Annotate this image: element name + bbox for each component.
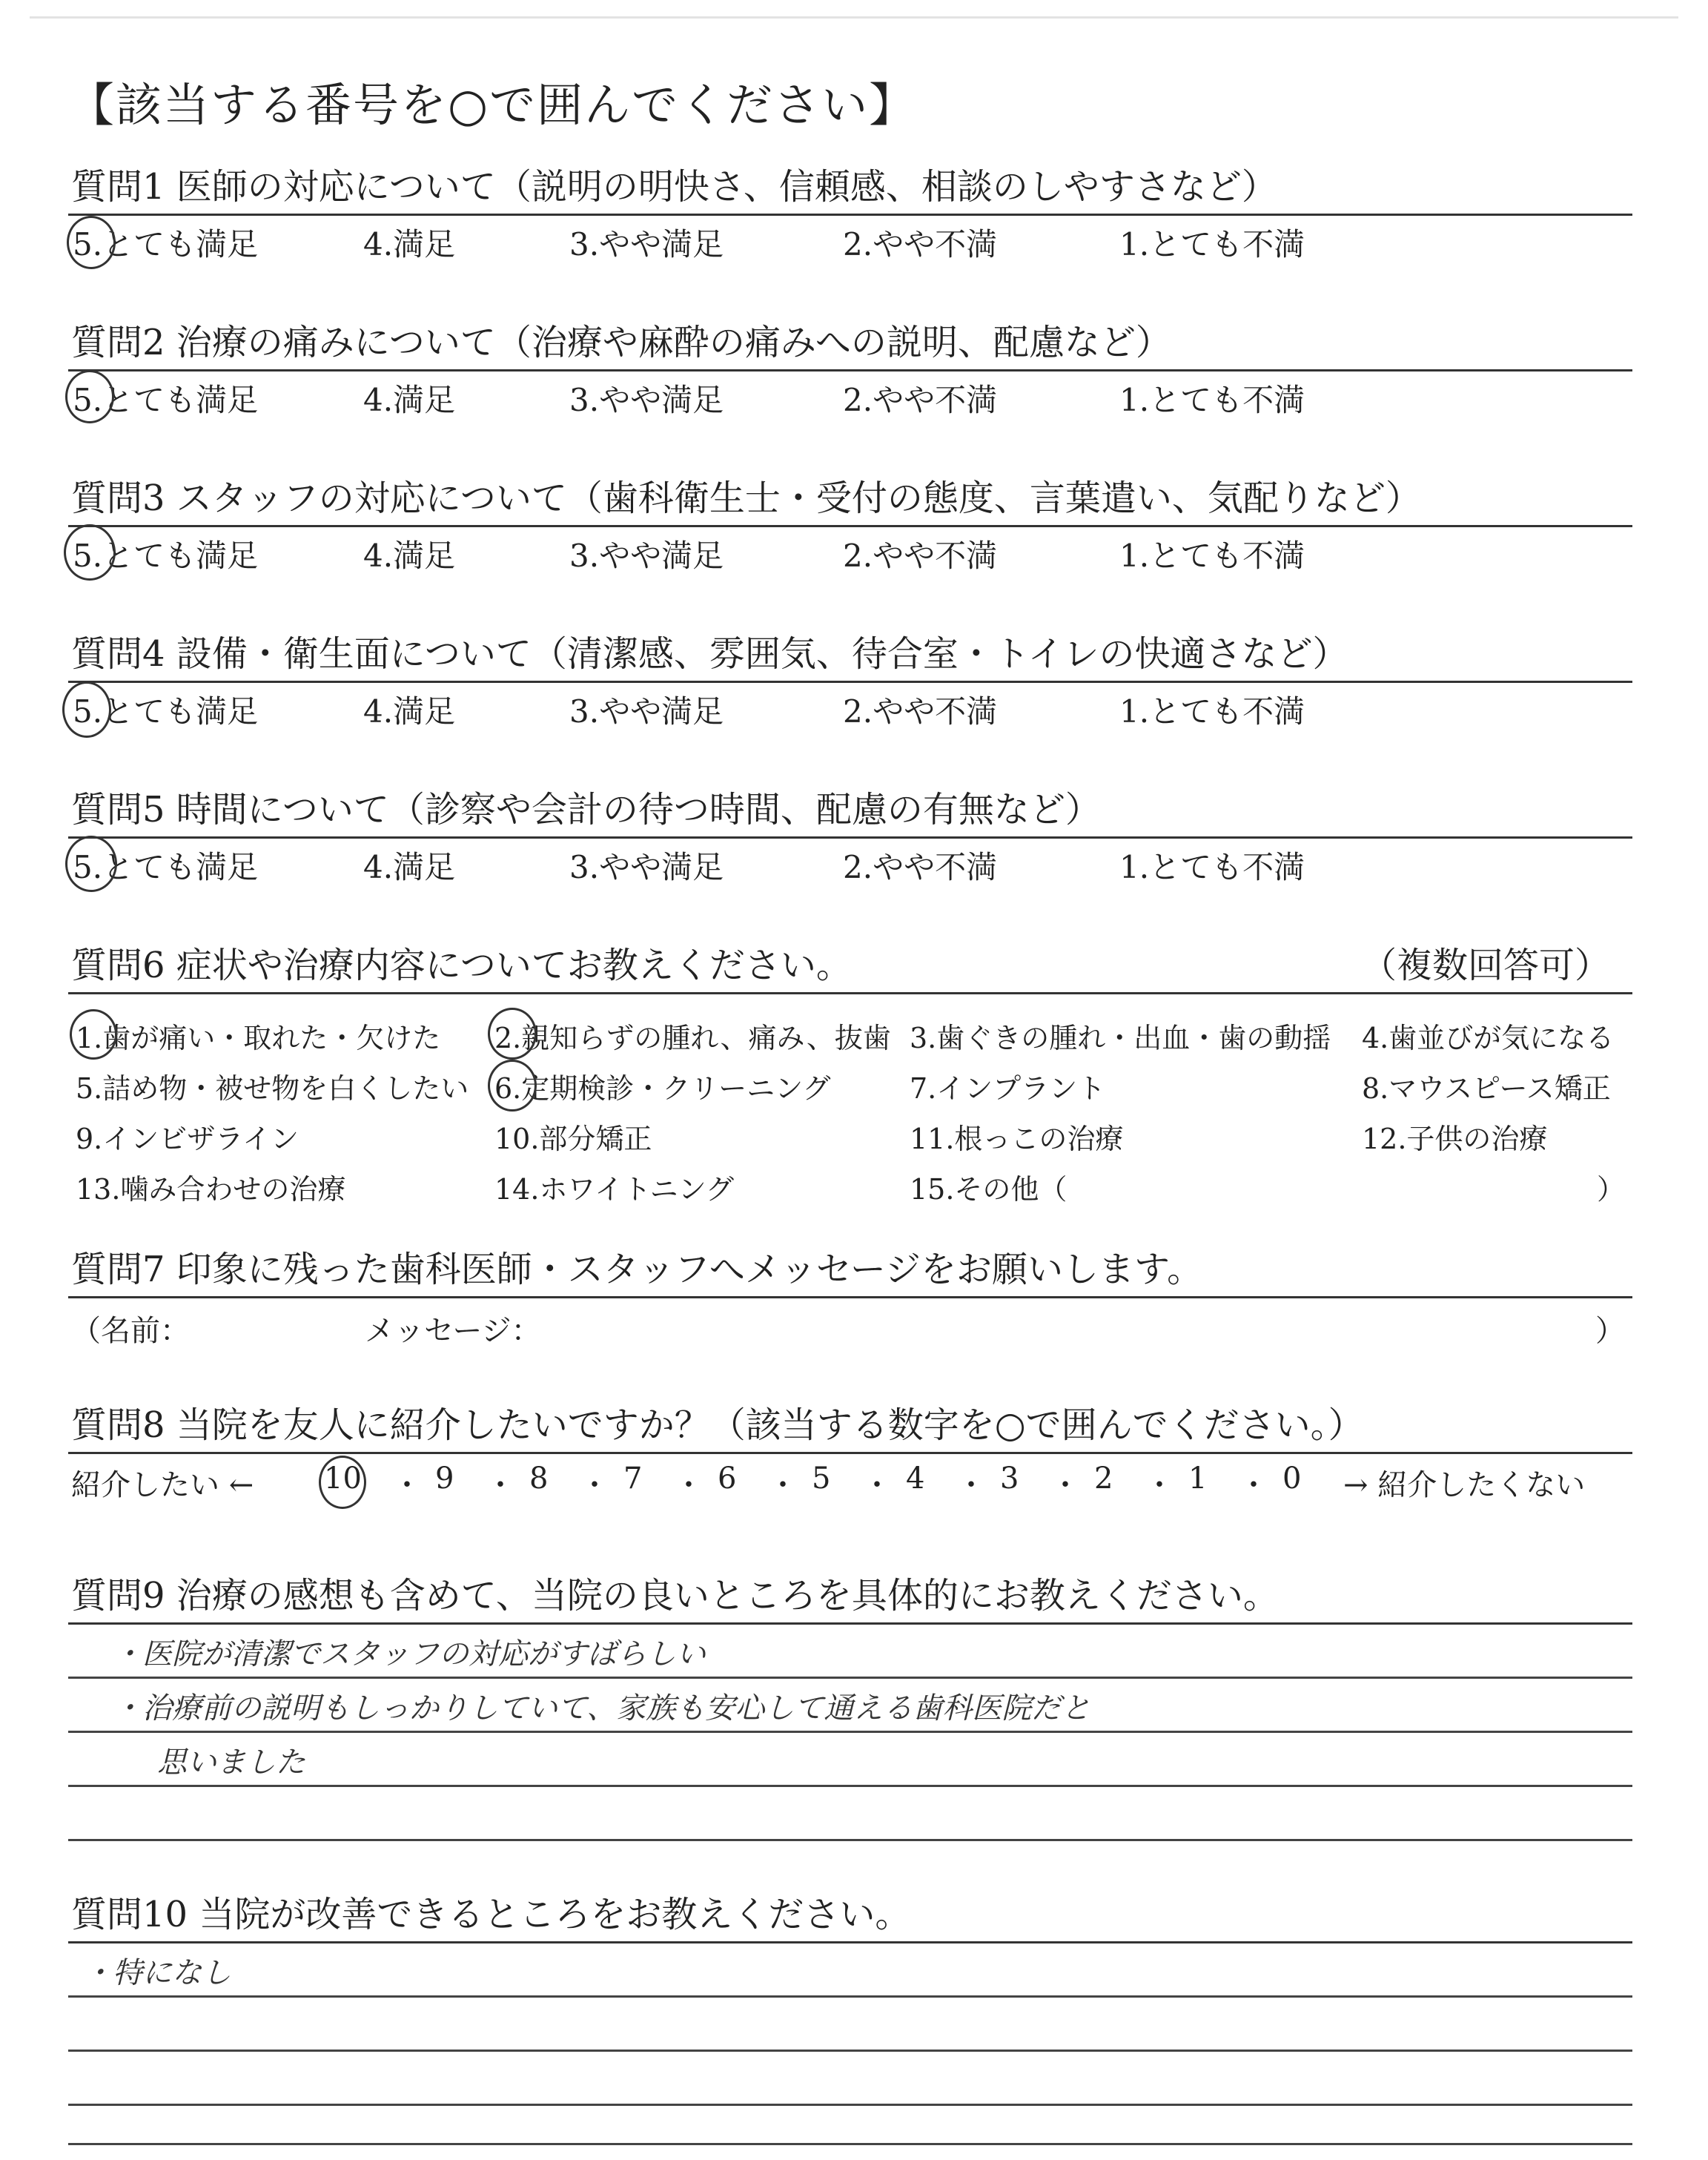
scale-dot: ・ [674, 1468, 704, 1502]
scale-9[interactable]: 9 [435, 1462, 454, 1496]
option-5[interactable]: 5.とても満足 [73, 849, 259, 885]
scale-8[interactable]: 8 [529, 1462, 549, 1496]
scale-3[interactable]: 3 [1000, 1462, 1019, 1496]
option-1[interactable]: 1.とても不満 [1119, 849, 1305, 885]
symptom-option-2[interactable]: 2.親知らずの腫れ、痛み、抜歯 [494, 1022, 891, 1054]
question-8 [68, 1403, 1632, 1506]
scale-4[interactable]: 4 [906, 1462, 925, 1496]
scale-left-label: 紹介したい ← [71, 1468, 254, 1502]
option-5[interactable]: 5.とても満足 [73, 538, 259, 574]
selection-circle [64, 524, 116, 581]
option-5[interactable]: 5.とても満足 [73, 693, 259, 730]
scale-right-label: → 紹介したくない [1343, 1468, 1586, 1502]
option-3[interactable]: 3.やや満足 [569, 849, 724, 885]
symptom-option-7[interactable]: 7.インプラント [910, 1072, 1106, 1105]
rating-options [68, 216, 1632, 269]
option-2[interactable]: 2.やや不満 [843, 849, 998, 885]
symptom-option-3[interactable]: 3.歯ぐきの腫れ・出血・歯の動揺 [910, 1022, 1331, 1054]
symptom-option-6[interactable]: 6.定期検診・クリーニング [494, 1072, 831, 1105]
question-4 [68, 632, 1632, 736]
question-9 [68, 1573, 1632, 1841]
scale-6[interactable]: 6 [718, 1462, 737, 1496]
answer-line [68, 2106, 1632, 2143]
question-title [68, 943, 1632, 988]
question-3 [68, 476, 1632, 581]
scale-2[interactable]: 2 [1094, 1462, 1113, 1496]
selection-circle [488, 1060, 537, 1112]
symptom-option-15[interactable]: 15.その他（ [910, 1173, 1068, 1206]
scale-dot: ・ [486, 1468, 515, 1502]
question-6-title: 質問6 症状や治療内容についてお教えください。 [71, 945, 852, 986]
option-5[interactable]: 5.とても満足 [73, 382, 259, 418]
handwritten-answer: ・治療前の説明もしっかりしていて、家族も安心して通える歯科医院だと [113, 1691, 1091, 1725]
rating-options [68, 683, 1632, 736]
question-title: 質問3 スタッフの対応について（歯科衛生士・受付の態度、言葉遣い、気配りなど） [71, 478, 1421, 519]
message-close-paren: ） [1595, 1314, 1625, 1348]
option-3[interactable]: 3.やや満足 [569, 226, 724, 262]
selection-circle [319, 1456, 366, 1509]
name-label: （名前： [71, 1314, 190, 1348]
symptom-options [68, 994, 1632, 1217]
answer-line [68, 1787, 1632, 1839]
scale-dot: ・ [392, 1468, 422, 1502]
answer-line [68, 1998, 1632, 2050]
question-10 [68, 1892, 1632, 2145]
option-1[interactable]: 1.とても不満 [1119, 382, 1305, 418]
answer-rule [68, 2143, 1632, 2145]
answer-line [68, 2052, 1632, 2104]
scale-dot: ・ [580, 1468, 609, 1502]
question-title: 質問5 時間について（診察や会計の待つ時間、配慮の有無など） [71, 789, 1101, 830]
question-title: 質問1 医師の対応について（説明の明快さ、信頼感、相談のしやすさなど） [71, 166, 1277, 208]
page-header: 【該当する番号を○で囲んでください】 [68, 78, 917, 132]
question-title: 質問9 治療の感想も含めて、当院の良いところを具体的にお教えください。 [71, 1575, 1279, 1616]
answer-line [68, 1679, 1632, 1731]
option-2[interactable]: 2.やや不満 [843, 382, 998, 418]
scale-7[interactable]: 7 [623, 1462, 643, 1496]
handwritten-answer: 思いました [157, 1745, 305, 1780]
selection-circle [70, 1009, 117, 1060]
option-3[interactable]: 3.やや満足 [569, 382, 724, 418]
symptom-option-11[interactable]: 11.根っこの治療 [910, 1123, 1124, 1155]
question-title: 質問8 当院を友人に紹介したいですか？（該当する数字を○で囲んでください。） [71, 1404, 1364, 1446]
scale-1[interactable]: 1 [1188, 1462, 1208, 1496]
option-4[interactable]: 4.満足 [363, 382, 456, 418]
option-4[interactable]: 4.満足 [363, 538, 456, 574]
option-5[interactable]: 5.とても満足 [73, 226, 259, 262]
selection-circle [488, 1008, 537, 1060]
rating-options [68, 839, 1632, 892]
option-2[interactable]: 2.やや不満 [843, 226, 998, 262]
question-2 [68, 320, 1632, 425]
scale-dot: ・ [862, 1468, 892, 1502]
top-edge-line [30, 16, 1678, 19]
other-close-paren: ） [1596, 1173, 1625, 1206]
handwritten-answer: ・特になし [83, 1956, 231, 1990]
symptom-option-10[interactable]: 10.部分矯正 [494, 1123, 652, 1155]
message-row [68, 1298, 1632, 1350]
option-4[interactable]: 4.満足 [363, 849, 456, 885]
question-5 [68, 787, 1632, 892]
option-4[interactable]: 4.満足 [363, 226, 456, 262]
option-1[interactable]: 1.とても不満 [1119, 538, 1305, 574]
scale-dot: ・ [768, 1468, 798, 1502]
symptom-option-4[interactable]: 4.歯並びが気になる [1362, 1022, 1615, 1054]
selection-circle [67, 216, 116, 269]
scale-0[interactable]: 0 [1282, 1462, 1302, 1496]
answer-line [68, 1625, 1632, 1677]
recommend-scale [68, 1454, 1632, 1506]
scale-10[interactable]: 10 [324, 1462, 362, 1496]
scale-dot: ・ [1239, 1468, 1268, 1502]
option-2[interactable]: 2.やや不満 [843, 693, 998, 730]
question-1 [68, 165, 1632, 269]
answer-line [68, 1943, 1632, 1995]
scale-dot: ・ [1050, 1468, 1080, 1502]
question-title: 質問4 設備・衛生面について（清潔感、雰囲気、待合室・トイレの快適さなど） [71, 633, 1348, 675]
symptom-option-13[interactable]: 13.噛み合わせの治療 [76, 1173, 346, 1206]
question-title: 質問10 当院が改善できるところをお教えください。 [71, 1894, 911, 1935]
option-2[interactable]: 2.やや不満 [843, 538, 998, 574]
selection-circle [65, 836, 117, 892]
option-4[interactable]: 4.満足 [363, 693, 456, 730]
option-1[interactable]: 1.とても不満 [1119, 693, 1305, 730]
scale-5[interactable]: 5 [812, 1462, 831, 1496]
symptom-option-9[interactable]: 9.インビザライン [76, 1123, 299, 1155]
message-label: メッセージ： [365, 1314, 541, 1348]
option-1[interactable]: 1.とても不満 [1119, 226, 1305, 262]
rating-options [68, 527, 1632, 581]
selection-circle [65, 370, 114, 423]
question-title: 質問7 印象に残った歯科医師・スタッフへメッセージをお願いします。 [71, 1249, 1203, 1290]
symptom-option-8[interactable]: 8.マウスピース矯正 [1362, 1072, 1611, 1105]
scale-dot: ・ [956, 1468, 986, 1502]
option-3[interactable]: 3.やや満足 [569, 538, 724, 574]
multiple-answers-note: （複数回答可） [1360, 945, 1610, 986]
symptom-option-12[interactable]: 12.子供の治療 [1362, 1123, 1548, 1155]
symptom-option-1[interactable]: 1.歯が痛い・取れた・欠けた [76, 1022, 441, 1054]
question-6 [68, 943, 1632, 1217]
question-title: 質問2 治療の痛みについて（治療や麻酔の痛みへの説明、配慮など） [71, 322, 1171, 363]
selection-circle [62, 681, 111, 738]
answer-line [68, 1733, 1632, 1785]
handwritten-answer: ・医院が清潔でスタッフの対応がすばらしい [113, 1637, 706, 1671]
symptom-option-5[interactable]: 5.詰め物・被せ物を白くしたい [76, 1072, 469, 1105]
answer-rule [68, 1839, 1632, 1841]
question-7 [68, 1247, 1632, 1350]
symptom-option-14[interactable]: 14.ホワイトニング [494, 1173, 735, 1206]
scale-dot: ・ [1145, 1468, 1174, 1502]
rating-options [68, 371, 1632, 425]
option-3[interactable]: 3.やや満足 [569, 693, 724, 730]
